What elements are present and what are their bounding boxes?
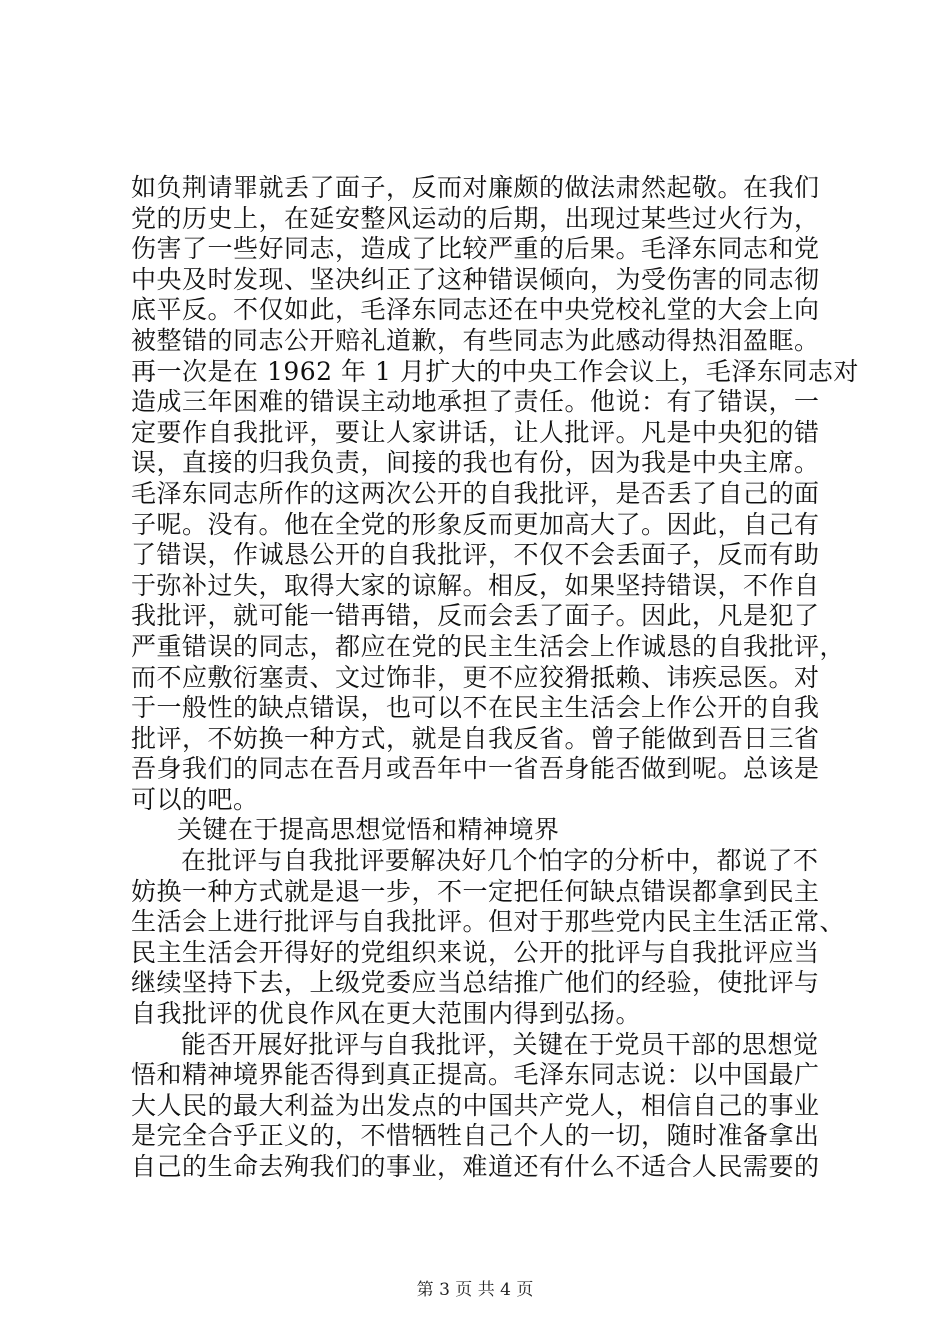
text-line: 批评，不妨换一种方式，就是自我反省。曾子能做到吾日三省	[131, 723, 820, 753]
text-line: 党的历史上，在延安整风运动的后期，出现过某些过火行为，	[131, 203, 820, 233]
text-line: 子呢。没有。他在全党的形象反而更加高大了。因此，自己有	[131, 509, 820, 539]
text-line: 民主生活会开得好的党组织来说，公开的批评与自我批评应当	[131, 937, 820, 967]
text-line: 生活会上进行批评与自我批评。但对于那些党内民主生活正常、	[131, 907, 846, 937]
text-line: 了错误，作诚恳公开的自我批评，不仅不会丢面子，反而有助	[131, 540, 820, 570]
text-line: 于弥补过失，取得大家的谅解。相反，如果坚持错误，不作自	[131, 570, 820, 600]
text-line: 能否开展好批评与自我批评，关键在于党员干部的思想觉	[181, 1029, 819, 1059]
text-line: 伤害了一些好同志，造成了比较严重的后果。毛泽东同志和党	[131, 234, 820, 264]
text-line: 大人民的最大利益为出发点的中国共产党人，相信自己的事业	[131, 1090, 820, 1120]
text-line: 在批评与自我批评要解决好几个怕字的分析中，都说了不	[181, 846, 819, 876]
text-line: 吾身我们的同志在吾月或吾年中一省吾身能否做到呢。总该是	[131, 754, 820, 784]
text-line: 继续坚持下去，上级党委应当总结推广他们的经验，使批评与	[131, 968, 820, 998]
text-line: 悟和精神境界能否得到真正提高。毛泽东同志说：以中国最广	[131, 1060, 820, 1090]
text-line: 严重错误的同志，都应在党的民主生活会上作诚恳的自我批评，	[131, 631, 846, 661]
text-line: 底平反。不仅如此，毛泽东同志还在中央党校礼堂的大会上向	[131, 295, 820, 325]
text-line: 妨换一种方式就是退一步，不一定把任何缺点错误都拿到民主	[131, 876, 820, 906]
text-line: 自我批评的优良作风在更大范围内得到弘扬。	[131, 999, 642, 1029]
section-heading: 关键在于提高思想觉悟和精神境界	[177, 815, 560, 845]
text-line: 我批评，就可能一错再错，反而会丢了面子。因此，凡是犯了	[131, 601, 820, 631]
text-line: 而不应敷衍塞责、文过饰非，更不应狡猾抵赖、讳疾忌医。对	[131, 662, 820, 692]
text-line: 如负荆请罪就丢了面子，反而对廉颇的做法肃然起敬。在我们	[131, 173, 820, 202]
text-line: 毛泽东同志所作的这两次公开的自我批评，是否丢了自己的面	[131, 478, 820, 508]
text-line: 被整错的同志公开赔礼道歉，有些同志为此感动得热泪盈眶。	[131, 325, 820, 355]
text-line: 定要作自我批评，要让人家讲话，让人批评。凡是中央犯的错	[131, 417, 820, 447]
text-line: 可以的吧。	[131, 784, 259, 814]
text-line: 是完全合乎正义的，不惜牺牲自己个人的一切，随时准备拿出	[131, 1121, 820, 1151]
page-number-label: 第 3 页 共 4 页	[416, 1280, 534, 1300]
text-line: 自己的生命去殉我们的事业，难道还有什么不适合人民需要的	[131, 1152, 820, 1181]
text-line: 于一般性的缺点错误，也可以不在民主生活会上作公开的自我	[131, 693, 820, 723]
text-line: 造成三年困难的错误主动地承担了责任。他说：有了错误，一	[131, 387, 820, 417]
page-footer	[0, 1275, 950, 1300]
body-text	[131, 173, 859, 1183]
text-line: 再一次是在 1962 年 1 月扩大的中央工作会议上，毛泽东同志对	[131, 356, 859, 386]
text-line: 中央及时发现、坚决纠正了这种错误倾向，为受伤害的同志彻	[131, 264, 820, 294]
text-line: 误，直接的归我负责，间接的我也有份，因为我是中央主席。	[131, 448, 820, 478]
